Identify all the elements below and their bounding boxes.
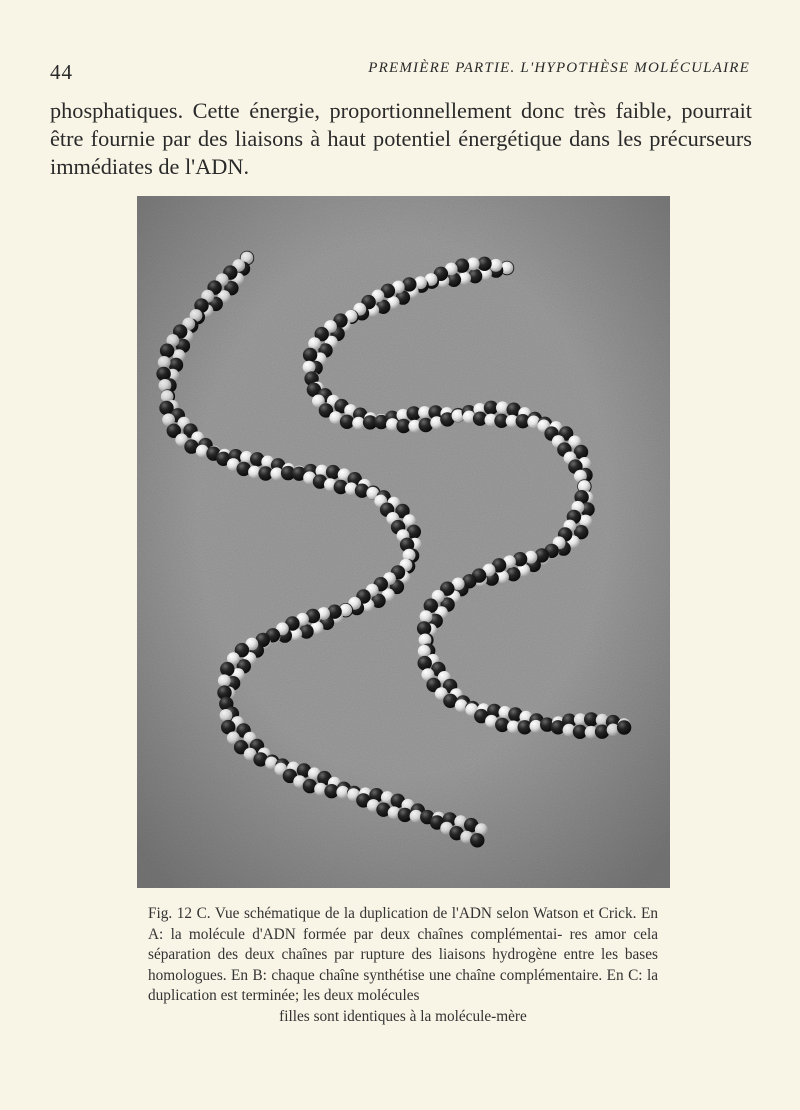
caption-line: Crick. En A: la molécule d'ADN formée par deux chaînes complémentai- [148, 905, 658, 943]
running-head: PREMIÈRE PARTIE. L'HYPOTHÈSE MOLÉCULAIRE [368, 60, 750, 76]
caption-line: complémentaire. En C: la duplication est terminée; les deux molécules [148, 966, 658, 1004]
dna-bead-model-photo [137, 196, 670, 888]
caption-line: entre les bases homologues. En B: chaque chaîne synthétise une chaîne [148, 946, 658, 984]
page-number: 44 [50, 60, 73, 84]
caption-line: filles sont identiques à la molécule-mère [279, 1007, 527, 1025]
body-paragraph: phosphatiques. Cette énergie, proportionnellement donc très faible, pourrait être fournie par des liaisons à haut potentiel énergétique dans les précurseurs immédiates de l'ADN. [50, 98, 752, 179]
figure-photo [137, 196, 670, 888]
figure-caption [148, 904, 658, 1027]
caption-line: res amor cela séparation des deux chaînes par rupture des liaisons hydrogène [148, 925, 659, 963]
caption-line: Fig. 12 C. Vue schématique de la duplication de l'ADN selon Watson et [148, 905, 595, 922]
